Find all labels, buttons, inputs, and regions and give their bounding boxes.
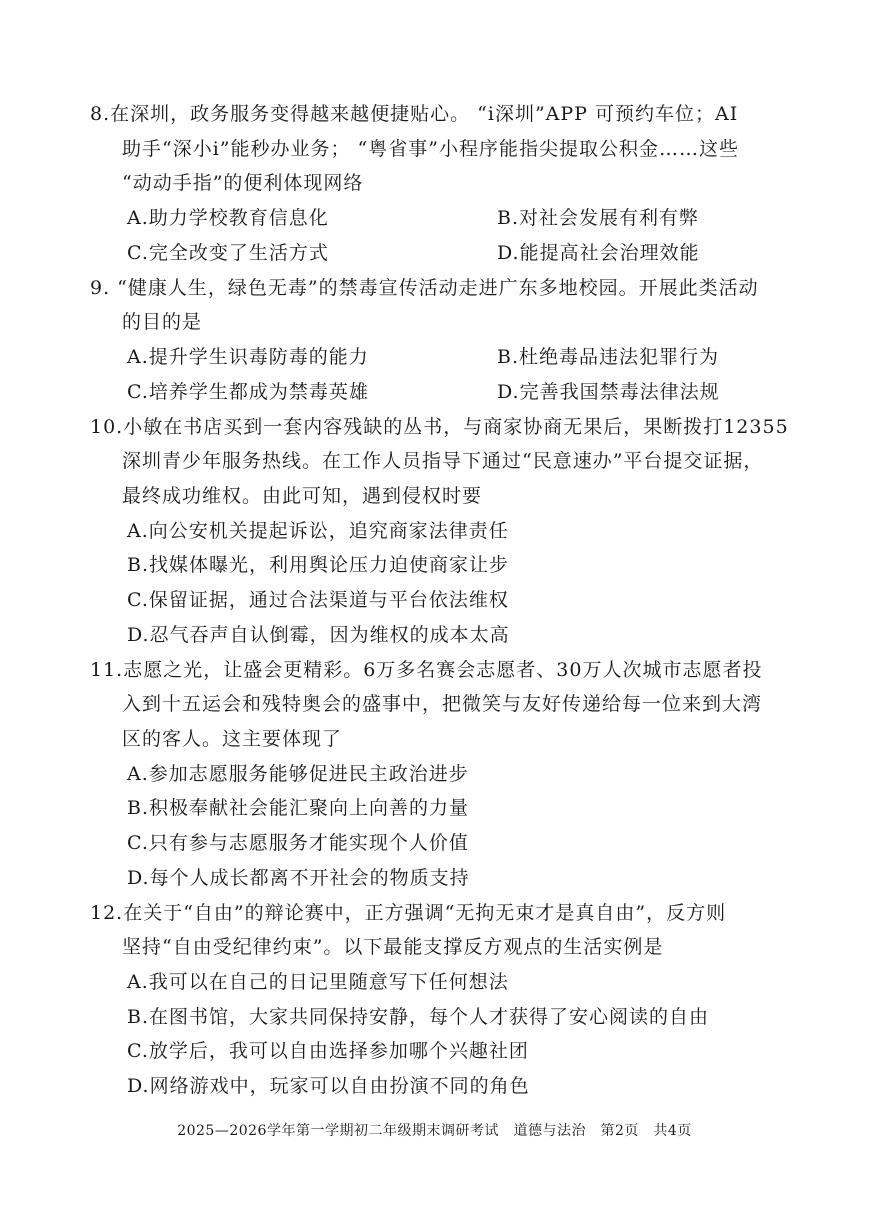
q12-option-d: D.网络游戏中，玩家可以自由扮演不同的角色 <box>127 1075 530 1097</box>
q8-option-d: D.能提高社会治理效能 <box>497 242 700 264</box>
q9-stem-line-2: 的目的是 <box>122 311 203 333</box>
q9-stem-line-1: 9. “健康人生，绿色无毒”的禁毒宣传活动走进广东多地校园。开展此类活动 <box>90 277 759 299</box>
q10-option-d: D.忍气吞声自认倒霉，因为维权的成本太高 <box>127 624 510 646</box>
q10-option-b: B.找媒体曝光，利用舆论压力迫使商家让步 <box>127 554 510 576</box>
q11-option-c: C.只有参与志愿服务才能实现个人价值 <box>127 832 469 854</box>
q8-stem-line-2: 助手“深小i”能秒办业务； “粤省事”小程序能指尖提取公积金……这些 <box>122 138 739 160</box>
q11-stem-line-2: 入到十五运会和残特奥会的盛事中，把微笑与友好传递给每一位来到大湾 <box>122 693 763 715</box>
q10-stem-line-3: 最终成功维权。由此可知，遇到侵权时要 <box>122 485 483 507</box>
q9-option-c: C.培养学生都成为禁毒英雄 <box>127 381 369 403</box>
q8-stem-line-1: 8.在深圳，政务服务变得越来越便捷贴心。 “i深圳”APP 可预约车位；AI <box>90 103 739 125</box>
q8-option-a: A.助力学校教育信息化 <box>127 207 329 229</box>
q10-option-c: C.保留证据，通过合法渠道与平台依法维权 <box>127 589 509 611</box>
q11-option-d: D.每个人成长都离不开社会的物质支持 <box>127 867 470 889</box>
q10-option-a: A.向公安机关提起诉讼，追究商家法律责任 <box>127 520 509 542</box>
q11-option-b: B.积极奉献社会能汇聚向上向善的力量 <box>127 797 470 819</box>
q9-option-b: B.杜绝毒品违法犯罪行为 <box>497 346 720 368</box>
q10-stem-line-1: 10.小敏在书店买到一套内容残缺的丛书，与商家协商无果后，果断拨打12355 <box>90 416 789 438</box>
q8-stem-line-3: “动动手指”的便利体现网络 <box>122 172 364 194</box>
q10-stem-line-2: 深圳青少年服务热线。在工作人员指导下通过“民意速办”平台提交证据， <box>122 450 764 472</box>
page-footer: 2025—2026学年第一学期初二年级期末调研考试 道德与法治 第2页 共4页 <box>177 1123 692 1139</box>
q11-stem-line-1: 11.志愿之光，让盛会更精彩。6万多名赛会志愿者、30万人次城市志愿者投 <box>90 659 763 681</box>
q8-option-b: B.对社会发展有利有弊 <box>497 207 700 229</box>
q9-option-d: D.完善我国禁毒法律法规 <box>497 381 720 403</box>
q12-option-a: A.我可以在自己的日记里随意写下任何想法 <box>127 971 509 993</box>
q12-option-b: B.在图书馆，大家共同保持安静，每个人才获得了安心阅读的自由 <box>127 1006 710 1028</box>
q11-stem-line-3: 区的客人。这主要体现了 <box>122 728 343 750</box>
q11-option-a: A.参加志愿服务能够促进民主政治进步 <box>127 763 469 785</box>
q12-stem-line-2: 坚持“自由受纪律约束”。以下最能支撑反方观点的生活实例是 <box>122 936 664 958</box>
q8-option-c: C.完全改变了生活方式 <box>127 242 329 264</box>
q12-option-c: C.放学后，我可以自由选择参加哪个兴趣社团 <box>127 1040 529 1062</box>
q12-stem-line-1: 12.在关于“自由”的辩论赛中，正方强调“无拘无束才是真自由”，反方则 <box>90 902 727 924</box>
q9-option-a: A.提升学生识毒防毒的能力 <box>127 346 369 368</box>
